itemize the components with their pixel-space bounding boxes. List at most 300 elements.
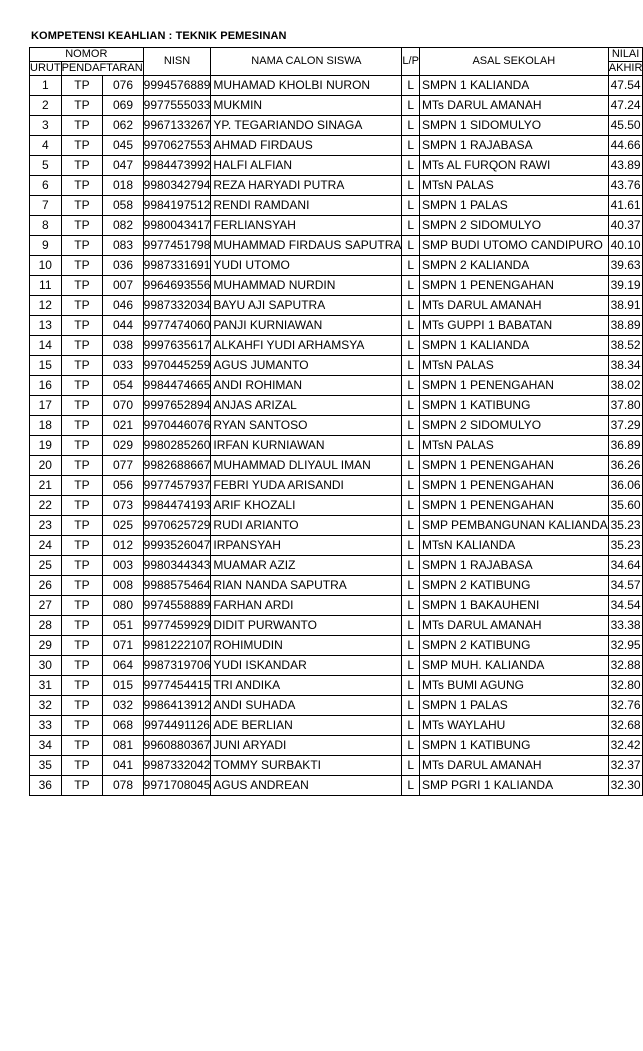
row-number: 24 [30,536,62,556]
row-name: MUHAMAD KHOLBI NURON [211,76,402,96]
row-school: SMPN 1 BAKAUHENI [419,596,608,616]
row-school: MTsN PALAS [419,176,608,196]
row-nisn: 9997652894 [143,396,211,416]
row-registration: 003 [103,556,143,576]
row-score: 32.88 [608,656,643,676]
row-code: TP [61,336,103,356]
row-registration: 070 [103,396,143,416]
row-score: 38.52 [608,336,643,356]
row-code: TP [61,516,103,536]
row-score: 36.26 [608,456,643,476]
row-name: ADE BERLIAN [211,716,402,736]
row-code: TP [61,716,103,736]
table-row [30,576,643,596]
row-school: SMPN 1 PENENGAHAN [419,456,608,476]
row-name: HALFI ALFIAN [211,156,402,176]
row-number: 21 [30,476,62,496]
row-score: 34.57 [608,576,643,596]
row-code: TP [61,656,103,676]
row-nisn: 9980285260 [143,436,211,456]
row-code: TP [61,276,103,296]
row-number: 22 [30,496,62,516]
row-score: 32.42 [608,736,643,756]
row-name: DIDIT PURWANTO [211,616,402,636]
row-registration: 021 [103,416,143,436]
row-name: AGUS ANDREAN [211,776,402,796]
table-row [30,716,643,736]
row-school: SMP MUH. KALIANDA [419,656,608,676]
row-gender: L [402,656,420,676]
row-nisn: 9970446076 [143,416,211,436]
row-name: IRPANSYAH [211,536,402,556]
row-registration: 081 [103,736,143,756]
row-name: YUDI ISKANDAR [211,656,402,676]
row-registration: 007 [103,276,143,296]
row-code: TP [61,476,103,496]
row-nisn: 9980043417 [143,216,211,236]
row-number: 18 [30,416,62,436]
table-row [30,696,643,716]
table-row [30,316,643,336]
row-gender: L [402,476,420,496]
row-score: 47.54 [608,76,643,96]
table-row [30,636,643,656]
row-registration: 071 [103,636,143,656]
row-number: 32 [30,696,62,716]
row-registration: 032 [103,696,143,716]
row-registration: 082 [103,216,143,236]
row-school: MTs GUPPI 1 BABATAN [419,316,608,336]
row-school: SMPN 1 RAJABASA [419,136,608,156]
table-row [30,276,643,296]
row-code: TP [61,236,103,256]
row-nisn: 9987319706 [143,656,211,676]
row-nisn: 9984474665 [143,376,211,396]
row-gender: L [402,516,420,536]
table-row [30,496,643,516]
row-name: MUKMIN [211,96,402,116]
row-number: 3 [30,116,62,136]
row-number: 4 [30,136,62,156]
row-gender: L [402,456,420,476]
table-row [30,296,643,316]
row-school: MTs DARUL AMANAH [419,296,608,316]
header-nilai: NILAI [608,48,643,62]
row-registration: 018 [103,176,143,196]
row-name: TOMMY SURBAKTI [211,756,402,776]
table-body [30,48,643,796]
row-score: 45.50 [608,116,643,136]
row-registration: 044 [103,316,143,336]
row-registration: 069 [103,96,143,116]
table-row [30,356,643,376]
table-row [30,736,643,756]
row-gender: L [402,176,420,196]
row-score: 32.80 [608,676,643,696]
row-gender: L [402,436,420,456]
row-name: PANJI KURNIAWAN [211,316,402,336]
row-registration: 058 [103,196,143,216]
row-school: MTs BUMI AGUNG [419,676,608,696]
row-name: YUDI UTOMO [211,256,402,276]
row-score: 34.64 [608,556,643,576]
row-gender: L [402,416,420,436]
row-school: SMPN 1 PENENGAHAN [419,276,608,296]
row-name: TRI ANDIKA [211,676,402,696]
row-gender: L [402,336,420,356]
row-gender: L [402,96,420,116]
row-score: 39.63 [608,256,643,276]
row-name: ANDI ROHIMAN [211,376,402,396]
row-gender: L [402,776,420,796]
row-school: SMPN 1 PENENGAHAN [419,376,608,396]
row-school: MTs DARUL AMANAH [419,616,608,636]
row-name: REZA HARYADI PUTRA [211,176,402,196]
row-nisn: 9980342794 [143,176,211,196]
row-registration: 080 [103,596,143,616]
row-registration: 083 [103,236,143,256]
row-registration: 047 [103,156,143,176]
table-row [30,136,643,156]
row-code: TP [61,736,103,756]
row-number: 33 [30,716,62,736]
row-school: SMPN 1 KALIANDA [419,336,608,356]
table-row [30,396,643,416]
row-school: SMPN 2 KATIBUNG [419,576,608,596]
row-gender: L [402,116,420,136]
row-number: 6 [30,176,62,196]
row-nisn: 9967133267 [143,116,211,136]
row-number: 25 [30,556,62,576]
table-row [30,116,643,136]
row-registration: 038 [103,336,143,356]
row-code: TP [61,756,103,776]
row-score: 35.23 [608,516,643,536]
row-name: AHMAD FIRDAUS [211,136,402,156]
row-name: YP. TEGARIANDO SINAGA [211,116,402,136]
row-gender: L [402,236,420,256]
row-nisn: 9984474193 [143,496,211,516]
row-gender: L [402,716,420,736]
row-name: IRFAN KURNIAWAN [211,436,402,456]
table-row [30,236,643,256]
table-row [30,436,643,456]
row-number: 23 [30,516,62,536]
row-school: SMPN 1 KATIBUNG [419,736,608,756]
row-score: 32.95 [608,636,643,656]
row-score: 32.37 [608,756,643,776]
row-gender: L [402,196,420,216]
row-score: 43.89 [608,156,643,176]
row-score: 43.76 [608,176,643,196]
row-score: 35.23 [608,536,643,556]
row-nisn: 9988575464 [143,576,211,596]
row-nisn: 9984473992 [143,156,211,176]
row-registration: 078 [103,776,143,796]
row-nisn: 9977451798 [143,236,211,256]
row-score: 34.54 [608,596,643,616]
row-name: MUAMAR AZIZ [211,556,402,576]
row-registration: 073 [103,496,143,516]
row-code: TP [61,376,103,396]
row-score: 32.30 [608,776,643,796]
row-number: 7 [30,196,62,216]
row-gender: L [402,156,420,176]
row-score: 38.91 [608,296,643,316]
row-registration: 012 [103,536,143,556]
row-gender: L [402,356,420,376]
row-score: 40.37 [608,216,643,236]
row-number: 1 [30,76,62,96]
row-code: TP [61,536,103,556]
row-code: TP [61,96,103,116]
row-gender: L [402,276,420,296]
table-row [30,536,643,556]
table-row [30,776,643,796]
row-school: SMPN 2 KALIANDA [419,256,608,276]
row-code: TP [61,676,103,696]
row-number: 28 [30,616,62,636]
row-nisn: 9987332034 [143,296,211,316]
row-registration: 015 [103,676,143,696]
row-registration: 064 [103,656,143,676]
row-nisn: 9987331691 [143,256,211,276]
row-number: 29 [30,636,62,656]
row-nisn: 9977555033 [143,96,211,116]
row-score: 32.76 [608,696,643,716]
table-row [30,216,643,236]
row-score: 38.34 [608,356,643,376]
row-number: 19 [30,436,62,456]
row-school: MTs DARUL AMANAH [419,96,608,116]
row-name: MUHAMMAD DLIYAUL IMAN [211,456,402,476]
row-score: 47.24 [608,96,643,116]
row-number: 17 [30,396,62,416]
row-nisn: 9974491126 [143,716,211,736]
row-gender: L [402,136,420,156]
header-urut: URUT [30,62,61,74]
table-row [30,96,643,116]
row-school: SMPN 1 PENENGAHAN [419,476,608,496]
row-registration: 029 [103,436,143,456]
row-gender: L [402,736,420,756]
row-score: 38.02 [608,376,643,396]
student-ranking-table [29,47,643,796]
row-school: MTs DARUL AMANAH [419,756,608,776]
row-number: 13 [30,316,62,336]
row-number: 10 [30,256,62,276]
header-nama: NAMA CALON SISWA [211,48,402,76]
row-school: SMPN 2 KATIBUNG [419,636,608,656]
row-name: RENDI RAMDANI [211,196,402,216]
table-row [30,756,643,776]
row-registration: 025 [103,516,143,536]
row-registration: 036 [103,256,143,276]
document-title: KOMPETENSI KEAHLIAN : TEKNIK PEMESINAN [31,30,287,42]
row-code: TP [61,776,103,796]
row-number: 34 [30,736,62,756]
row-nisn: 9981222107 [143,636,211,656]
row-name: ALKAHFI YUDI ARHAMSYA [211,336,402,356]
row-nisn: 9960880367 [143,736,211,756]
row-code: TP [61,456,103,476]
row-number: 27 [30,596,62,616]
row-school: SMPN 1 PALAS [419,696,608,716]
row-school: SMPN 1 PENENGAHAN [419,496,608,516]
row-gender: L [402,676,420,696]
row-score: 38.89 [608,316,643,336]
row-registration: 056 [103,476,143,496]
row-gender: L [402,596,420,616]
row-school: SMPN 1 RAJABASA [419,556,608,576]
row-code: TP [61,256,103,276]
row-number: 8 [30,216,62,236]
row-nisn: 9993526047 [143,536,211,556]
row-school: SMPN 1 KALIANDA [419,76,608,96]
row-school: MTs WAYLAHU [419,716,608,736]
table-row [30,336,643,356]
row-nisn: 9994576889 [143,76,211,96]
row-name: FARHAN ARDI [211,596,402,616]
row-code: TP [61,496,103,516]
row-nisn: 9984197512 [143,196,211,216]
row-score: 37.29 [608,416,643,436]
row-nisn: 9980344343 [143,556,211,576]
row-gender: L [402,756,420,776]
table-row [30,176,643,196]
row-school: SMP PGRI 1 KALIANDA [419,776,608,796]
row-gender: L [402,696,420,716]
row-nisn: 9977459929 [143,616,211,636]
row-code: TP [61,396,103,416]
row-name: BAYU AJI SAPUTRA [211,296,402,316]
row-gender: L [402,296,420,316]
row-code: TP [61,316,103,336]
table-row [30,656,643,676]
table-row [30,76,643,96]
row-code: TP [61,436,103,456]
row-gender: L [402,316,420,336]
table-row [30,616,643,636]
row-registration: 077 [103,456,143,476]
header-nomor: NOMOR [30,48,144,62]
row-name: FEBRI YUDA ARISANDI [211,476,402,496]
row-nisn: 9986413912 [143,696,211,716]
row-registration: 062 [103,116,143,136]
row-score: 33.38 [608,616,643,636]
row-code: TP [61,176,103,196]
row-number: 31 [30,676,62,696]
row-registration: 045 [103,136,143,156]
table-row [30,376,643,396]
row-code: TP [61,696,103,716]
row-nisn: 9970627553 [143,136,211,156]
table-row [30,676,643,696]
row-code: TP [61,576,103,596]
row-gender: L [402,636,420,656]
row-code: TP [61,356,103,376]
row-code: TP [61,636,103,656]
row-nisn: 9974558889 [143,596,211,616]
row-school: SMP PEMBANGUNAN KALIANDA [419,516,608,536]
header-akhir: AKHIR [608,62,643,74]
row-score: 32.68 [608,716,643,736]
row-name: ARIF KHOZALI [211,496,402,516]
row-nisn: 9997635617 [143,336,211,356]
row-code: TP [61,116,103,136]
row-code: TP [61,296,103,316]
row-name: FERLIANSYAH [211,216,402,236]
row-gender: L [402,556,420,576]
row-nisn: 9977457937 [143,476,211,496]
row-school: SMPN 2 SIDOMULYO [419,216,608,236]
row-number: 30 [30,656,62,676]
row-gender: L [402,396,420,416]
row-score: 44.66 [608,136,643,156]
row-registration: 046 [103,296,143,316]
row-code: TP [61,76,103,96]
header-pendaftaran: PENDAFTARAN [61,62,143,74]
row-score: 41.61 [608,196,643,216]
row-number: 9 [30,236,62,256]
table-row [30,516,643,536]
header-lp: L/P [402,48,420,76]
row-registration: 008 [103,576,143,596]
row-nisn: 9964693556 [143,276,211,296]
row-number: 20 [30,456,62,476]
row-school: SMPN 1 KATIBUNG [419,396,608,416]
header-nisn: NISN [143,48,211,76]
row-name: RUDI ARIANTO [211,516,402,536]
row-registration: 033 [103,356,143,376]
row-code: TP [61,156,103,176]
row-gender: L [402,376,420,396]
row-gender: L [402,496,420,516]
row-registration: 068 [103,716,143,736]
row-code: TP [61,136,103,156]
row-school: SMP BUDI UTOMO CANDIPURO [419,236,608,256]
row-code: TP [61,596,103,616]
row-nisn: 9970625729 [143,516,211,536]
table-row [30,456,643,476]
row-number: 11 [30,276,62,296]
row-gender: L [402,256,420,276]
row-gender: L [402,576,420,596]
row-name: ANJAS ARIZAL [211,396,402,416]
row-name: AGUS JUMANTO [211,356,402,376]
row-number: 15 [30,356,62,376]
table-row [30,596,643,616]
row-nisn: 9987332042 [143,756,211,776]
row-registration: 076 [103,76,143,96]
row-nisn: 9977454415 [143,676,211,696]
row-school: MTsN PALAS [419,356,608,376]
table-row [30,256,643,276]
row-gender: L [402,616,420,636]
row-nisn: 9982688667 [143,456,211,476]
row-number: 14 [30,336,62,356]
row-number: 5 [30,156,62,176]
table-row [30,476,643,496]
row-registration: 041 [103,756,143,776]
table-row [30,416,643,436]
row-school: MTs AL FURQON RAWI [419,156,608,176]
row-school: SMPN 1 PALAS [419,196,608,216]
row-score: 35.60 [608,496,643,516]
row-name: RIAN NANDA SAPUTRA [211,576,402,596]
row-code: TP [61,416,103,436]
row-gender: L [402,536,420,556]
